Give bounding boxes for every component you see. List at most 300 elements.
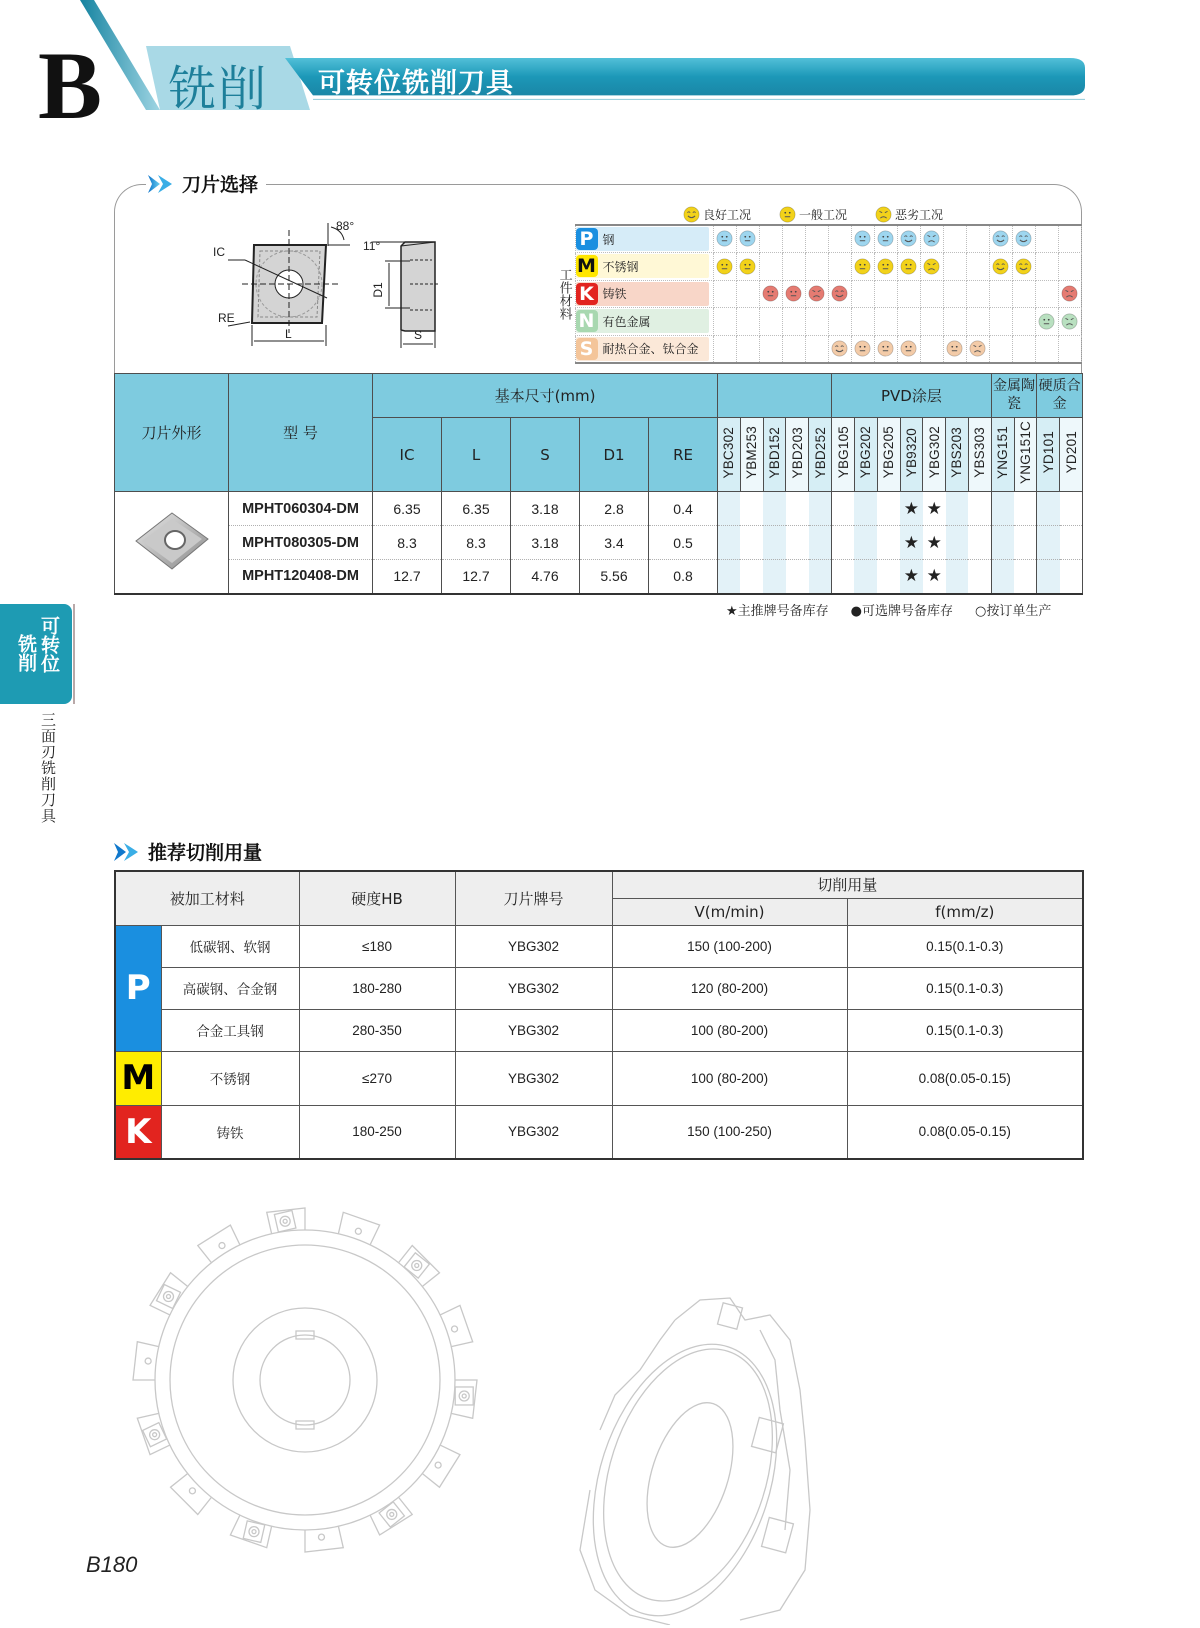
good-condition-face-icon bbox=[831, 340, 848, 357]
bad-condition-face-icon bbox=[923, 230, 940, 247]
legend-item-bad bbox=[875, 206, 943, 223]
cutting-row bbox=[115, 1105, 1083, 1159]
stock-cell-ybg205 bbox=[877, 560, 900, 594]
col-grade-yng151c: YNG151C bbox=[1014, 418, 1037, 492]
note-optional-stock: ●可选牌号备库存 bbox=[850, 604, 953, 619]
stock-cell-ybg302: ★ bbox=[923, 560, 946, 594]
side-tab-label-milling: 铣削 bbox=[15, 634, 37, 672]
grade-value: YBG302 bbox=[455, 1009, 612, 1051]
col-material: 被加工材料 bbox=[115, 871, 299, 925]
bad-condition-face-icon bbox=[875, 206, 892, 223]
bad-condition-face-icon bbox=[923, 258, 940, 275]
dim-s: 4.76 bbox=[511, 560, 580, 594]
material-row-K bbox=[553, 280, 1082, 308]
suitability-cell bbox=[920, 308, 943, 336]
double-arrow-icon bbox=[146, 173, 176, 195]
stock-cell-yb9320: ★ bbox=[900, 526, 923, 560]
insert-photo bbox=[115, 492, 229, 594]
dim-ic: 8.3 bbox=[373, 526, 442, 560]
normal-condition-face-icon bbox=[877, 258, 894, 275]
speed-value: 120 (80-200) bbox=[612, 967, 847, 1009]
side-subcategory: 三面刃铣削刀具 bbox=[39, 712, 57, 824]
col-group-pvd: PVD涂层 bbox=[832, 374, 992, 418]
suitability-cell bbox=[897, 225, 920, 253]
suitability-cell bbox=[874, 335, 897, 363]
note-main-stock: ★主推牌号备库存 bbox=[726, 604, 829, 619]
col-feed: f(mm/z) bbox=[847, 898, 1083, 925]
stock-cell-yd101 bbox=[1037, 560, 1060, 594]
col-group-carbide: 硬质合金 bbox=[1037, 374, 1083, 418]
model-number: MPHT060304-DM bbox=[229, 492, 373, 526]
suitability-cell bbox=[943, 280, 966, 308]
normal-condition-face-icon bbox=[900, 340, 917, 357]
normal-condition-face-icon bbox=[877, 230, 894, 247]
stock-cell-ybm253 bbox=[740, 492, 763, 526]
stock-cell-ybs203 bbox=[946, 492, 969, 526]
suitability-cell bbox=[736, 225, 759, 253]
suitability-cell bbox=[713, 253, 736, 281]
suitability-cell bbox=[920, 335, 943, 363]
suitability-cell bbox=[1012, 335, 1035, 363]
suitability-cell bbox=[920, 253, 943, 281]
stock-cell-yng151 bbox=[991, 492, 1014, 526]
stock-cell-yb9320: ★ bbox=[900, 560, 923, 594]
material-name: 不锈钢 bbox=[602, 259, 639, 274]
hardness-value: 180-280 bbox=[299, 967, 455, 1009]
side-tab-label-indexable: 可转位 bbox=[38, 616, 60, 673]
workpiece-material: 低碳钢、软钢 bbox=[161, 925, 299, 967]
normal-condition-face-icon bbox=[785, 285, 802, 302]
stock-cell-ybs203 bbox=[946, 526, 969, 560]
normal-condition-face-icon bbox=[946, 340, 963, 357]
stock-cell-ybd203 bbox=[786, 526, 809, 560]
stock-cell-yng151 bbox=[991, 526, 1014, 560]
suitability-cell bbox=[1012, 308, 1035, 336]
suitability-cell bbox=[989, 225, 1012, 253]
stock-cell-ybg202 bbox=[854, 560, 877, 594]
normal-condition-face-icon bbox=[716, 230, 733, 247]
suitability-cell bbox=[897, 280, 920, 308]
dim-re: 0.4 bbox=[649, 492, 718, 526]
suitability-cell bbox=[989, 335, 1012, 363]
hardness-value: 280-350 bbox=[299, 1009, 455, 1051]
col-s: S bbox=[511, 418, 580, 492]
svg-text:D1: D1 bbox=[371, 282, 385, 298]
normal-condition-face-icon bbox=[739, 230, 756, 247]
col-grade-ybg302: YBG302 bbox=[923, 418, 946, 492]
stock-cell-ybc302 bbox=[718, 560, 741, 594]
suitability-cell bbox=[1012, 253, 1035, 281]
col-grade-ybd252: YBD252 bbox=[809, 418, 832, 492]
iso-badge-M: M bbox=[577, 255, 596, 278]
stock-cell-yd201 bbox=[1060, 560, 1083, 594]
stock-legend bbox=[726, 600, 1051, 619]
suitability-cell bbox=[966, 335, 989, 363]
suitability-cell bbox=[851, 335, 874, 363]
hardness-value: ≤270 bbox=[299, 1051, 455, 1105]
col-grade-ybd152: YBD152 bbox=[763, 418, 786, 492]
suitability-cell bbox=[966, 308, 989, 336]
svg-text:S: S bbox=[414, 328, 423, 342]
cutting-params-table bbox=[114, 870, 1084, 1160]
legend-label: 良好工况 bbox=[703, 208, 752, 222]
suitability-cell bbox=[736, 335, 759, 363]
section-letter: B bbox=[38, 32, 103, 139]
suitability-cell bbox=[1058, 280, 1081, 308]
cutting-heading bbox=[112, 838, 270, 865]
stock-cell-yng151 bbox=[991, 560, 1014, 594]
suitability-cell bbox=[713, 335, 736, 363]
suitability-cell bbox=[943, 308, 966, 336]
good-condition-face-icon bbox=[992, 258, 1009, 275]
svg-text:RE: RE bbox=[218, 311, 235, 325]
suitability-cell bbox=[1058, 253, 1081, 281]
stock-cell-ybd252 bbox=[809, 492, 832, 526]
suitability-cell bbox=[851, 308, 874, 336]
col-grade-yd201: YD201 bbox=[1060, 418, 1083, 492]
stock-cell-ybm253 bbox=[740, 560, 763, 594]
dim-l: 6.35 bbox=[442, 492, 511, 526]
stock-cell-ybs303 bbox=[968, 560, 991, 594]
model-number: MPHT080305-DM bbox=[229, 526, 373, 560]
suitability-cell bbox=[1058, 308, 1081, 336]
insert-row bbox=[115, 492, 1083, 526]
hardness-value: 180-250 bbox=[299, 1105, 455, 1159]
good-condition-face-icon bbox=[1015, 258, 1032, 275]
suitability-cell bbox=[782, 335, 805, 363]
iso-class-K: K bbox=[115, 1105, 161, 1159]
suitability-cell bbox=[713, 280, 736, 308]
stock-cell-ybg202 bbox=[854, 526, 877, 560]
suitability-cell bbox=[736, 308, 759, 336]
dim-ic: 6.35 bbox=[373, 492, 442, 526]
double-arrow-icon bbox=[112, 841, 142, 863]
suitability-cell bbox=[966, 280, 989, 308]
insert-selection-title: 刀片选择 bbox=[182, 174, 259, 196]
normal-condition-face-icon bbox=[739, 258, 756, 275]
stock-cell-ybs203 bbox=[946, 560, 969, 594]
workpiece-material: 不锈钢 bbox=[161, 1051, 299, 1105]
suitability-cell bbox=[736, 253, 759, 281]
stock-cell-ybs303 bbox=[968, 526, 991, 560]
normal-condition-face-icon bbox=[1038, 313, 1055, 330]
svg-text:11°: 11° bbox=[363, 239, 381, 253]
col-grade-yd101: YD101 bbox=[1037, 418, 1060, 492]
suitability-cell bbox=[1058, 225, 1081, 253]
col-hardness: 硬度HB bbox=[299, 871, 455, 925]
suitability-cell bbox=[828, 280, 851, 308]
suitability-cell bbox=[851, 280, 874, 308]
col-d1: D1 bbox=[580, 418, 649, 492]
suitability-cell bbox=[920, 225, 943, 253]
suitability-cell bbox=[851, 253, 874, 281]
suitability-cell bbox=[759, 308, 782, 336]
suitability-cell bbox=[805, 280, 828, 308]
material-name: 耐热合金、钛合金 bbox=[602, 342, 699, 356]
suitability-cell bbox=[1012, 280, 1035, 308]
page-number: B180 bbox=[86, 1552, 138, 1577]
iso-badge-K: K bbox=[576, 283, 598, 305]
cutting-row bbox=[115, 967, 1083, 1009]
insert-row bbox=[115, 526, 1083, 560]
dim-d1: 3.4 bbox=[580, 526, 649, 560]
col-group-cermet: 金属陶瓷 bbox=[991, 374, 1037, 418]
suitability-cell bbox=[805, 308, 828, 336]
dim-s: 3.18 bbox=[511, 526, 580, 560]
bad-condition-face-icon bbox=[1061, 313, 1078, 330]
side-tab-divider bbox=[73, 604, 75, 704]
normal-condition-face-icon bbox=[900, 258, 917, 275]
suitability-cell bbox=[805, 225, 828, 253]
material-suitability-grid bbox=[553, 224, 1082, 364]
dim-ic: 12.7 bbox=[373, 560, 442, 594]
stock-cell-ybm253 bbox=[740, 526, 763, 560]
stock-cell-ybg202 bbox=[854, 492, 877, 526]
suitability-cell bbox=[874, 308, 897, 336]
stock-cell-ybc302 bbox=[718, 492, 741, 526]
good-condition-face-icon bbox=[992, 230, 1009, 247]
cutting-title: 推荐切削用量 bbox=[148, 842, 263, 864]
material-row-P bbox=[553, 225, 1082, 253]
legend-item-normal bbox=[779, 206, 847, 223]
suitability-cell bbox=[989, 308, 1012, 336]
col-grade-ybs203: YBS203 bbox=[946, 418, 969, 492]
suitability-cell bbox=[851, 225, 874, 253]
material-row-M bbox=[553, 253, 1082, 281]
suitability-cell bbox=[897, 335, 920, 363]
stock-cell-ybg205 bbox=[877, 492, 900, 526]
speed-value: 100 (80-200) bbox=[612, 1009, 847, 1051]
note-made-to-order: ○按订单生产 bbox=[975, 604, 1052, 619]
suitability-cell bbox=[1012, 225, 1035, 253]
grade-value: YBG302 bbox=[455, 1105, 612, 1159]
stock-cell-ybd252 bbox=[809, 560, 832, 594]
col-grade: 刀片牌号 bbox=[455, 871, 612, 925]
cutting-row bbox=[115, 925, 1083, 967]
normal-condition-face-icon bbox=[779, 206, 796, 223]
suitability-cell bbox=[897, 308, 920, 336]
bad-condition-face-icon bbox=[1061, 285, 1078, 302]
suitability-cell bbox=[874, 225, 897, 253]
material-row-N bbox=[553, 308, 1082, 336]
suitability-cell bbox=[805, 335, 828, 363]
page-subtitle: 可转位铣削刀具 bbox=[318, 68, 514, 99]
suitability-cell bbox=[713, 225, 736, 253]
col-dimensions: 基本尺寸(mm) bbox=[373, 374, 718, 418]
stock-cell-yng151c bbox=[1014, 492, 1037, 526]
stock-cell-ybg105 bbox=[832, 526, 855, 560]
suitability-cell bbox=[782, 253, 805, 281]
normal-condition-face-icon bbox=[854, 258, 871, 275]
col-grade-ybg202: YBG202 bbox=[854, 418, 877, 492]
suitability-cell bbox=[943, 225, 966, 253]
category-title: 铣削 bbox=[168, 61, 269, 117]
bad-condition-face-icon bbox=[969, 340, 986, 357]
normal-condition-face-icon bbox=[854, 340, 871, 357]
col-grade-ybg105: YBG105 bbox=[832, 418, 855, 492]
suitability-cell bbox=[828, 308, 851, 336]
good-condition-face-icon bbox=[831, 285, 848, 302]
stock-cell-ybd203 bbox=[786, 560, 809, 594]
suitability-cell bbox=[782, 308, 805, 336]
suitability-cell bbox=[759, 225, 782, 253]
svg-text:L: L bbox=[285, 327, 292, 341]
suitability-cell bbox=[989, 280, 1012, 308]
col-grade-ybg205: YBG205 bbox=[877, 418, 900, 492]
suitability-cell bbox=[828, 335, 851, 363]
normal-condition-face-icon bbox=[716, 258, 733, 275]
material-name: 有色金属 bbox=[602, 314, 651, 329]
material-row-S bbox=[553, 335, 1082, 363]
legend-label: 恶劣工况 bbox=[895, 208, 944, 222]
suitability-cell bbox=[874, 253, 897, 281]
stock-cell-ybc302 bbox=[718, 526, 741, 560]
stock-cell-ybg105 bbox=[832, 560, 855, 594]
suitability-cell bbox=[989, 253, 1012, 281]
feed-value: 0.15(0.1-0.3) bbox=[847, 1009, 1083, 1051]
feed-value: 0.15(0.1-0.3) bbox=[847, 967, 1083, 1009]
workpiece-material: 高碳钢、合金钢 bbox=[161, 967, 299, 1009]
col-group-uncoated bbox=[718, 374, 832, 418]
condition-legend bbox=[683, 206, 943, 223]
dim-d1: 2.8 bbox=[580, 492, 649, 526]
suitability-cell bbox=[874, 280, 897, 308]
suitability-cell bbox=[943, 335, 966, 363]
svg-text:IC: IC bbox=[213, 245, 225, 259]
stock-cell-ybd152 bbox=[763, 560, 786, 594]
dim-re: 0.5 bbox=[649, 526, 718, 560]
stock-cell-ybg302: ★ bbox=[923, 526, 946, 560]
cutting-row bbox=[115, 1009, 1083, 1051]
side-tab-indexable-milling[interactable] bbox=[0, 604, 72, 704]
col-cutting-params: 切削用量 bbox=[612, 871, 1083, 898]
stock-cell-yd201 bbox=[1060, 492, 1083, 526]
stock-cell-yng151c bbox=[1014, 560, 1037, 594]
suitability-cell bbox=[759, 335, 782, 363]
speed-value: 150 (100-200) bbox=[612, 925, 847, 967]
grade-value: YBG302 bbox=[455, 1051, 612, 1105]
stock-cell-yd201 bbox=[1060, 526, 1083, 560]
col-l: L bbox=[442, 418, 511, 492]
suitability-cell bbox=[920, 280, 943, 308]
side-milling-cutter-drawing bbox=[130, 1205, 480, 1555]
iso-badge-S: S bbox=[576, 338, 598, 360]
stock-cell-ybs303 bbox=[968, 492, 991, 526]
cutting-row bbox=[115, 1051, 1083, 1105]
suitability-cell bbox=[1035, 225, 1058, 253]
workpiece-material: 铸铁 bbox=[161, 1105, 299, 1159]
legend-label: 一般工况 bbox=[799, 208, 848, 222]
stock-cell-yd101 bbox=[1037, 526, 1060, 560]
iso-class-M: M bbox=[115, 1051, 161, 1105]
normal-condition-face-icon bbox=[877, 340, 894, 357]
suitability-cell bbox=[966, 225, 989, 253]
iso-badge-P: P bbox=[576, 228, 598, 250]
col-grade-ybc302: YBC302 bbox=[718, 418, 741, 492]
suitability-cell bbox=[736, 280, 759, 308]
iso-badge-N: N bbox=[576, 310, 598, 332]
face-milling-cutter-drawing bbox=[560, 1290, 830, 1625]
workpiece-material-label: 工件材料 bbox=[553, 225, 575, 363]
insert-row bbox=[115, 560, 1083, 594]
suitability-cell bbox=[805, 253, 828, 281]
suitability-cell bbox=[782, 225, 805, 253]
suitability-cell bbox=[1058, 335, 1081, 363]
dim-s: 3.18 bbox=[511, 492, 580, 526]
suitability-cell bbox=[759, 280, 782, 308]
col-grade-yb9320: YB9320 bbox=[900, 418, 923, 492]
feed-value: 0.15(0.1-0.3) bbox=[847, 925, 1083, 967]
stock-cell-yng151c bbox=[1014, 526, 1037, 560]
col-grade-yng151: YNG151 bbox=[991, 418, 1014, 492]
col-ic: IC bbox=[373, 418, 442, 492]
iso-class-P: P bbox=[115, 925, 161, 1051]
workpiece-material: 合金工具钢 bbox=[161, 1009, 299, 1051]
insert-dimension-diagram bbox=[210, 218, 460, 353]
dim-l: 8.3 bbox=[442, 526, 511, 560]
model-number: MPHT120408-DM bbox=[229, 560, 373, 594]
col-grade-ybm253: YBM253 bbox=[740, 418, 763, 492]
normal-condition-face-icon bbox=[762, 285, 779, 302]
stock-cell-ybd203 bbox=[786, 492, 809, 526]
feed-value: 0.08(0.05-0.15) bbox=[847, 1051, 1083, 1105]
suitability-cell bbox=[713, 308, 736, 336]
bad-condition-face-icon bbox=[808, 285, 825, 302]
suitability-cell bbox=[1035, 253, 1058, 281]
suitability-cell bbox=[759, 253, 782, 281]
dim-re: 0.8 bbox=[649, 560, 718, 594]
stock-cell-ybg105 bbox=[832, 492, 855, 526]
grade-value: YBG302 bbox=[455, 967, 612, 1009]
insert-selection-heading bbox=[146, 170, 266, 197]
suitability-cell bbox=[828, 253, 851, 281]
svg-text:88°: 88° bbox=[336, 219, 355, 233]
col-re: RE bbox=[649, 418, 718, 492]
col-model: 型 号 bbox=[229, 374, 373, 492]
material-name: 铸铁 bbox=[602, 287, 627, 302]
stock-cell-ybd152 bbox=[763, 492, 786, 526]
dim-d1: 5.56 bbox=[580, 560, 649, 594]
suitability-cell bbox=[966, 253, 989, 281]
good-condition-face-icon bbox=[900, 230, 917, 247]
suitability-cell bbox=[943, 253, 966, 281]
material-name: 钢 bbox=[602, 232, 615, 247]
col-shape: 刀片外形 bbox=[115, 374, 229, 492]
legend-item-good bbox=[683, 206, 751, 223]
suitability-cell bbox=[1035, 308, 1058, 336]
suitability-cell bbox=[782, 280, 805, 308]
stock-cell-yb9320: ★ bbox=[900, 492, 923, 526]
good-condition-face-icon bbox=[683, 206, 700, 223]
hardness-value: ≤180 bbox=[299, 925, 455, 967]
suitability-cell bbox=[1035, 335, 1058, 363]
col-grade-ybs303: YBS303 bbox=[968, 418, 991, 492]
dim-l: 12.7 bbox=[442, 560, 511, 594]
speed-value: 150 (100-250) bbox=[612, 1105, 847, 1159]
stock-cell-ybg302: ★ bbox=[923, 492, 946, 526]
good-condition-face-icon bbox=[1015, 230, 1032, 247]
suitability-cell bbox=[828, 225, 851, 253]
col-speed: V(m/min) bbox=[612, 898, 847, 925]
normal-condition-face-icon bbox=[854, 230, 871, 247]
suitability-cell bbox=[897, 253, 920, 281]
suitability-cell bbox=[1035, 280, 1058, 308]
speed-value: 100 (80-200) bbox=[612, 1051, 847, 1105]
insert-spec-table bbox=[114, 373, 1083, 595]
stock-cell-yd101 bbox=[1037, 492, 1060, 526]
col-grade-ybd203: YBD203 bbox=[786, 418, 809, 492]
stock-cell-ybd252 bbox=[809, 526, 832, 560]
